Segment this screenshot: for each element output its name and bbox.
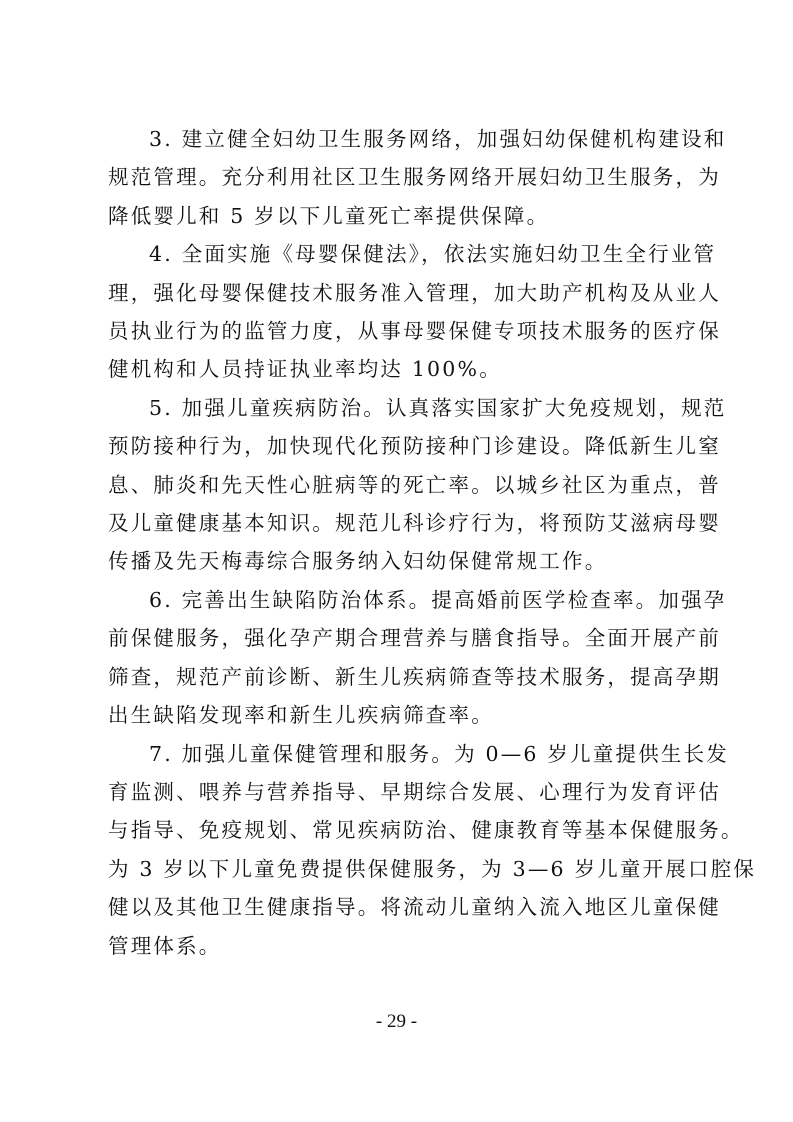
paragraph-line: 员执业行为的监管力度，从事母婴保健专项技术服务的医疗保 <box>108 319 721 344</box>
paragraph-line: 规范管理。充分利用社区卫生服务网络开展妇幼卫生服务，为 <box>108 165 721 190</box>
paragraph-line: 健机构和人员持证执业率均达 100%。 <box>108 357 502 382</box>
paragraph-line: 健以及其他卫生健康指导。将流动儿童纳入流入地区儿童保健 <box>108 895 721 920</box>
paragraph-5 <box>108 389 727 581</box>
paragraph-line: 7. 加强儿童保健管理和服务。为 0—6 岁儿童提供生长发 <box>149 741 729 766</box>
paragraph-line: 3. 建立健全妇幼卫生服务网络，加强妇幼保健机构建设和 <box>149 127 727 151</box>
paragraph-line: 及儿童健康基本知识。规范儿科诊疗行为，将预防艾滋病母婴 <box>108 511 721 536</box>
page-number: - 29 - <box>375 1011 418 1032</box>
paragraph-line: 预防接种行为，加快现代化预防接种门诊建设。降低新生儿窒 <box>108 434 721 459</box>
paragraph-line: 筛查，规范产前诊断、新生儿疾病筛查等技术服务，提高孕期 <box>108 664 721 689</box>
paragraph-3 <box>108 120 727 235</box>
paragraph-line: 4. 全面实施《母婴保健法》，依法实施妇幼卫生全行业管 <box>149 242 717 267</box>
paragraph-line: 与指导、免疫规划、常见疾病防治、健康教育等基本保健服务。 <box>108 818 744 843</box>
paragraph-line: 管理体系。 <box>108 933 222 958</box>
paragraph-line: 前保健服务，强化孕产期合理营养与膳食指导。全面开展产前 <box>108 626 721 651</box>
paragraph-line: 5. 加强儿童疾病防治。认真落实国家扩大免疫规划，规范 <box>149 395 727 420</box>
paragraph-line: 理，强化母婴保健技术服务准入管理，加大助产机构及从业人 <box>108 280 721 305</box>
paragraph-line: 降低婴儿和 5 岁以下儿童死亡率提供保障。 <box>108 203 550 228</box>
document-body <box>108 120 757 965</box>
paragraph-6 <box>108 581 727 735</box>
paragraph-line: 6. 完善出生缺陷防治体系。提高婚前医学检查率。加强孕 <box>149 587 727 612</box>
paragraph-line: 育监测、喂养与营养指导、早期综合发展、心理行为发育评估 <box>108 779 721 804</box>
paragraph-line: 息、肺炎和先天性心脏病等的死亡率。以城乡社区为重点，普 <box>108 472 721 497</box>
paragraph-line: 传播及先天梅毒综合服务纳入妇幼保健常规工作。 <box>108 549 608 574</box>
paragraph-line: 出生缺陷发现率和新生儿疾病筛查率。 <box>108 703 494 728</box>
paragraph-4 <box>108 235 721 389</box>
paragraph-7 <box>108 735 757 965</box>
paragraph-line: 为 3 岁以下儿童免费提供保健服务，为 3—6 岁儿童开展口腔保 <box>108 856 757 881</box>
